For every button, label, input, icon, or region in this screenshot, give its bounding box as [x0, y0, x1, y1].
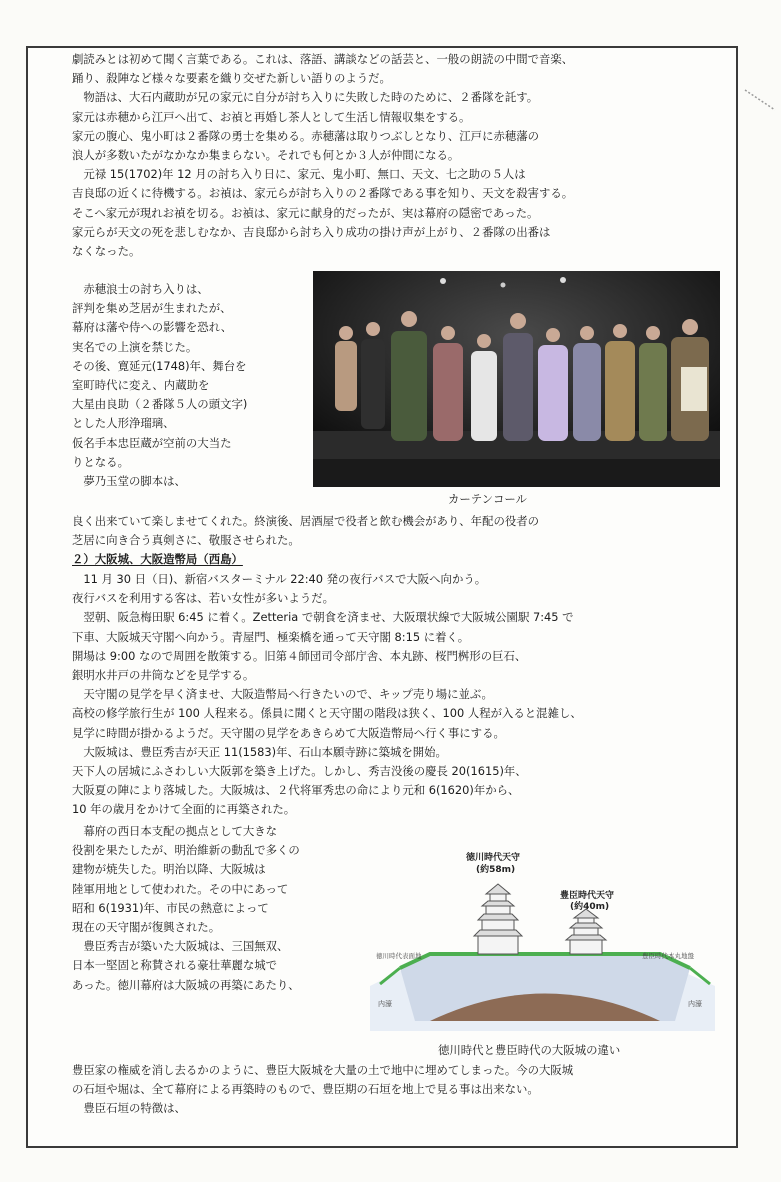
text-line: 良く出来ていて楽しませてくれた。終演後、居酒屋で役者と飲む機会があり、年配の役者の	[72, 514, 540, 528]
text-line: の石垣や堀は、全て幕府による再築時のもので、豊臣期の石垣を地上で見る事は出来ない。	[72, 1082, 539, 1097]
scan-edge-mark	[740, 85, 780, 115]
text-line: その後、寛延元(1748)年、舞台を	[72, 358, 247, 373]
diagram-caption: 徳川時代と豊臣時代の大阪城の違い	[438, 1043, 621, 1057]
text-line: 大星由良助（２番隊５人の頭文字)	[72, 397, 248, 412]
label-left-wall: 徳川時代表面地	[376, 952, 422, 960]
text-line: あった。徳川幕府は大阪城の再築にあたり、	[72, 977, 300, 992]
label-moat-left: 内濠	[378, 1000, 392, 1008]
height-tokugawa: (約58m)	[476, 865, 516, 875]
text-line: 家元らが天文の死を悲しむなか、吉良邸から討ち入り成功の掛け声が上がり、２番隊の出番は	[72, 224, 551, 239]
curtain-call-photo	[313, 271, 720, 487]
article-block-left1	[72, 280, 307, 491]
height-toyotomi: (約40m)	[570, 902, 610, 912]
text-line: 役割を果たしたが、明治維新の動乱で多くの	[72, 843, 300, 858]
text-line: 実名での上演を禁じた。	[72, 339, 198, 354]
article-block-osaka	[72, 570, 722, 820]
label-right-wall: 豊臣時代本丸地盤	[642, 952, 694, 960]
text-line: 昭和 6(1931)年、市民の熱意によって	[72, 900, 269, 915]
text-line: 元禄 15(1702)年 12 月の討ち入り日に、家元、鬼小町、無口、天文、七之助の５人は	[72, 167, 526, 182]
text-line: 家元は赤穂から江戸へ出て、お禎と再婚し茶人として生活し情報収集をする。	[72, 109, 471, 124]
article-block-top	[72, 50, 722, 261]
article-block-left2	[72, 822, 372, 995]
text-line: 幕府の西日本支配の拠点として大きな	[72, 824, 278, 838]
text-line: 浪人が多数いたがなかなか集まらない。それでも何とか３人が仲間になる。	[72, 148, 460, 163]
castle-comparison-diagram	[370, 846, 715, 1031]
stage-photo-illustration	[313, 271, 720, 487]
text-line: そこへ家元が現れお禎を切る。お禎は、家元に献身的だったが、実は幕府の隠密であった。	[72, 205, 539, 220]
text-line: 翌朝、阪急梅田駅 6:45 に着く。Zetteria で朝食を済ませ、大阪環状線で大阪城公園駅 7:45 で	[72, 610, 574, 625]
text-line: 天下人の居城にふさわしい大阪郭を築き上げた。しかし、秀吉没後の慶長 20(1615)年、	[72, 764, 527, 779]
text-line: 高校の修学旅行生が 100 人程来る。係員に聞くと天守閣の階段は狭く、100 人程が入ると混雑し、	[72, 706, 582, 721]
label-tokugawa: 徳川時代天守	[466, 853, 521, 863]
text-line: 建物が焼失した。明治以降、大阪城は	[72, 862, 266, 877]
text-line: 幕府は藩や侍への影響を恐れ、	[72, 320, 233, 335]
text-line: 家元の腹心、鬼小町は２番隊の勇士を集める。赤穂藩は取りつぶしとなり、江戸に赤穂藩の	[72, 128, 540, 143]
text-line: 陸軍用地として使われた。その中にあって	[72, 881, 289, 896]
text-line: とした人形浄瑠璃、	[72, 416, 175, 431]
text-line: 11 月 30 日（日)、新宿バスターミナル 22:40 発の夜行バスで大阪へ向かう。	[72, 572, 487, 586]
text-line: 劇読みとは初めて聞く言葉である。これは、落語、講談などの話芸と、一般の朗読の中間で音楽、	[72, 52, 574, 66]
photo-caption: カーテンコール	[448, 492, 527, 506]
castle-cross-section-svg	[370, 846, 715, 1031]
text-line: 赤穂浪士の討ち入りは、	[72, 282, 209, 296]
text-line: 評判を集め芝居が生まれたが、	[72, 301, 232, 316]
section-heading: ２）大阪城、大阪造幣局（西島）	[72, 552, 243, 567]
text-line: 豊臣石垣の特徴は、	[72, 1101, 186, 1116]
label-toyotomi: 豊臣時代天守	[560, 891, 615, 901]
text-line: りとなる。	[72, 454, 129, 469]
text-line: 大阪夏の陣により落城した。大阪城は、２代将軍秀忠の命により元和 6(1620)年から、	[72, 783, 520, 798]
text-line: 大阪城は、豊臣秀吉が天正 11(1583)年、石山本願寺跡に築城を開始。	[72, 744, 447, 759]
text-line: 物語は、大石内蔵助が兄の家元に自分が討ち入りに失敗した時のために、２番隊を託す。	[72, 90, 539, 105]
text-line: 日本一堅固と称賛される豪壮華麗な城で	[72, 958, 278, 973]
text-line: 吉良邸の近くに待機する。お禎は、家元らが討ち入りの２番隊である事を知り、天文を殺害する。	[72, 186, 574, 201]
label-moat-right: 内濠	[688, 1000, 702, 1008]
article-block-mid	[72, 512, 722, 570]
text-line: 仮名手本忠臣蔵が空前の大当た	[72, 435, 232, 450]
text-line: 室町時代に変え、内蔵助を	[72, 378, 210, 393]
text-line: 現在の天守閣が復興された。	[72, 920, 221, 935]
text-line: 開場は 9:00 なので周囲を散策する。旧第４師団司令部庁舎、本丸跡、桜門桝形の巨石、	[72, 648, 527, 663]
text-line: 豊臣秀吉が築いた大阪城は、三国無双、	[72, 939, 289, 954]
article-block-bottom	[72, 1061, 722, 1119]
text-line: 夢乃玉堂の脚本は、	[72, 474, 186, 489]
text-line: 10 年の歳月をかけて全面的に再築された。	[72, 802, 296, 817]
text-line: 芝居に向き合う真剣さに、敬服させられた。	[72, 533, 300, 548]
text-line: 豊臣家の権威を消し去るかのように、豊臣大阪城を大量の土で地中に埋めてしまった。今の大阪城	[72, 1063, 574, 1077]
text-line: 天守閣の見学を早く済ませ、大阪造幣局へ行きたいので、キップ売り場に並ぶ。	[72, 687, 493, 702]
text-line: 踊り、殺陣など様々な要素を織り交ぜた新しい語りのようだ。	[72, 71, 391, 86]
text-line: 下車、大阪城天守閣へ向かう。青屋門、極楽橋を通って天守閣 8:15 に着く。	[72, 629, 470, 644]
text-line: なくなった。	[72, 244, 141, 259]
text-line: 夜行バスを利用する客は、若い女性が多いようだ。	[72, 591, 334, 606]
text-line: 見学に時間が掛かるようだ。天守閣の見学をあきらめて大阪造幣局へ行く事にする。	[72, 725, 505, 740]
text-line: 銀明水井戸の井筒などを見学する。	[72, 668, 255, 683]
